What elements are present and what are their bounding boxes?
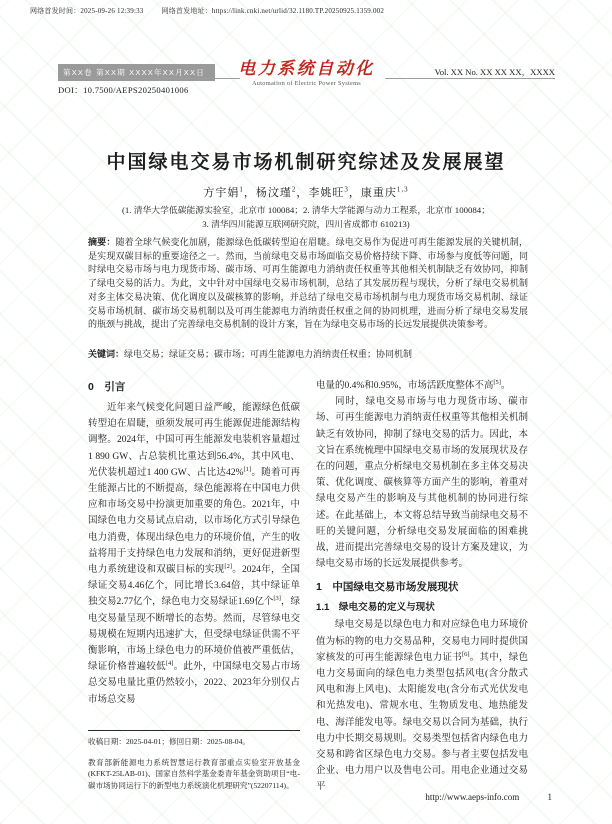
footnote-dates: 收稿日期：2025-04-01；修回日期：2025-08-04。 <box>88 736 250 746</box>
left-column <box>88 378 300 792</box>
author-affil-sup: 1,3 <box>396 185 409 194</box>
keywords <box>88 348 528 361</box>
affiliations <box>0 204 612 231</box>
author: 方宇娟 <box>203 187 240 199</box>
author-separator: ， <box>348 187 361 199</box>
affiliation-line: (1. 清华大学低碳能源实验室，北京市 100084；2. 清华大学能源与动力工程系，北京市 100084； <box>121 205 490 215</box>
author: 康重庆 <box>360 187 397 199</box>
author-affil-sup: 1 <box>239 185 244 194</box>
author: 杨汶瑾 <box>255 187 292 199</box>
right-paragraph: 同时，绿电交易市场与电力现货市场、碳市场、可再生能源电力消纳责任权重等其他相关机制缺乏有效协同，抑制了绿电交易的活力。因此，本文旨在系统梳理中国绿电交易市场的发展现状及存在的问题，重点分析绿电交易机制在多主体交易决策、优化调度、碳核算等方面产生的影响，着重对绿电交易产生的影响及与其他机制的协同进行综述。在此基础上，本文将总结导致当前绿电交易不旺的关键问题，分析绿电交易发展面临的困难挑战，进而提出完善绿电交易的设计方案及建议，为绿电交易市场的长远发展提供参考。 <box>316 397 528 570</box>
left-paragraph: 近年来气候变化问题日益严峻，能源绿色低碳转型迫在眉睫，亟须发展可再生能源促进能源结构调整。2024年，中国可再生能源发电装机容量超过1 890 GW、占总装机比重达到56.4%，其中风电、光伏装机超过1 400 GW、占比达42%[1]。随着可再生能源占比的不断提高，绿色能源将在中国电力供应和市场交易中扮演更加重要的角色。2021年，中国绿色电力交易试点启动，以市场化方式引导绿色电力消费，体现出绿色电力的环境价值，产生的收益将用于支持绿色电力发展和消纳，更好促进新型电力系统建设和双碳目标的实现[2]。2024年，全国绿证交易4.46亿个，同比增长3.64倍，其中绿证单独交易2.77亿个，绿色电力交易绿证1.69亿个[3]，绿电交易量呈现不断增长的态势。然而，尽管绿电交易规模在短期内迅速扩大，但受绿电绿证供需不平衡影响，市场上绿色电力的环境价值被严重低估，绿证价格普遍较低[4]。此外，中国绿电交易占市场总交易电量比重仍然较小，2022、2023年分别仅占市场总交易 <box>88 403 300 705</box>
footnote-fund: 教育部新能源电力系统智慧运行教育部重点实验室开放基金(KFKT-25LAB-01)、国家自然科学基金委青年基金资助项目“电-碳市场协同运行下的新型电力系统演化机理研究”(52207114)。 <box>88 757 300 791</box>
volume-info: Vol. XX No. XX XX XX，XXXX <box>434 67 555 77</box>
keywords-text: 绿电交易；绿证交易；碳市场；可再生能源电力消纳责任权重；协同机制 <box>124 349 413 359</box>
journal-header <box>58 59 555 105</box>
author: 李姚旺 <box>308 187 345 199</box>
journal-name-en: Automation of Electric Power Systems <box>251 80 362 88</box>
author-line <box>0 184 612 200</box>
prepublish-url-link[interactable]: https://link.cnki.net/urlid/32.1180.TP.20250925.1359.002 <box>211 7 385 15</box>
page-footer <box>425 792 552 802</box>
body-columns <box>88 378 528 796</box>
section-1-1-heading: 1.1 绿电交易的定义与现状 <box>316 602 435 614</box>
abstract-label: 摘要： <box>88 237 116 247</box>
footnote-block <box>88 730 300 792</box>
article-title: 中国绿电交易市场机制研究综述及发展展望 <box>106 152 506 173</box>
right-paragraph: 绿电交易是以绿色电力和对应绿色电力环境价值为标的物的电力交易品种，交易电力同时提供国家核发的可再生能源绿色电力证书[6]。其中，绿色电力交易面向的绿色电力类型包括风电(含分散式风电和海上风电)、太阳能发电(含分布式光伏发电和光热发电)、常规水电、生物质发电、地热能发电、海洋能发电等。绿电交易以合同为基础，执行电力中长期交易规则。交易类型包括省内绿色电力交易和跨省区绿色电力交易。参与者主要包括发电企业、电力用户以及售电公司。用电企业通过交易平 <box>316 620 528 793</box>
issue-info-box: 第XX卷 第XX期 XXXX年XX月XX日 <box>58 64 215 81</box>
abstract-text: 随着全球气候变化加剧，能源绿色低碳转型迫在眉睫。绿电交易作为促进可再生能源发展的关键机制，是实现双碳目标的重要途径之一。然而，当前绿电交易市场面临交易价格持续下降、市场参与度低等问题，同时绿电交易市场与电力现货市场、碳市场、可再生能源电力消纳责任权重等其他相关机制缺乏有效协同，抑制了绿电交易的活力。为此，文中针对中国绿电交易市场机制，总结了其发展历程与现状，分析了绿电交易机制对多主体交易决策、优化调度以及碳核算的影响，并总结了绿电交易市场机制与电力现货市场交易机制、绿证交易市场机制、碳市场交易机制以及可再生能源电力消纳责任权重之间的协同机理，进而分析了绿电交易发展的瓶颈与挑战，提出了完善绿电交易机制的设计方案，旨在为绿电交易市场的长远发展提供决策参考。 <box>88 237 528 330</box>
header-rule-right <box>385 78 555 79</box>
doi-text: DOI：10.7500/AEPS20250401006 <box>58 85 189 95</box>
affiliation-line: 3. 清华四川能源互联网研究院，四川省成都市 610213) <box>202 218 410 229</box>
page-number: 1 <box>547 792 552 802</box>
author-affil-sup: 2 <box>291 185 297 194</box>
prepublish-line <box>30 6 384 16</box>
prepublish-time: 网络首发时间：2025-09-26 12:39:33 <box>30 7 144 15</box>
header-rule-left <box>58 78 240 79</box>
right-column <box>316 378 528 796</box>
author-separator: ， <box>243 187 256 199</box>
abstract <box>88 236 528 332</box>
author-affil-sup: 3 <box>344 185 349 194</box>
section-1-heading: 1 中国绿电交易市场发展现状 <box>316 581 459 594</box>
author-separator: ， <box>296 187 309 199</box>
journal-name-cn: 电力系统自动化 <box>238 59 375 78</box>
prepublish-addr-label: 网络首发地址： <box>161 7 212 15</box>
journal-logo <box>238 59 375 87</box>
right-paragraph: 电量的0.4%和0.95%，市场活跃度整体不高[5]。 <box>316 378 511 391</box>
keywords-label: 关键词： <box>88 349 125 359</box>
journal-url-link[interactable]: http://www.aeps-info.com <box>425 792 520 802</box>
section-0-heading: 0 引言 <box>88 381 126 393</box>
